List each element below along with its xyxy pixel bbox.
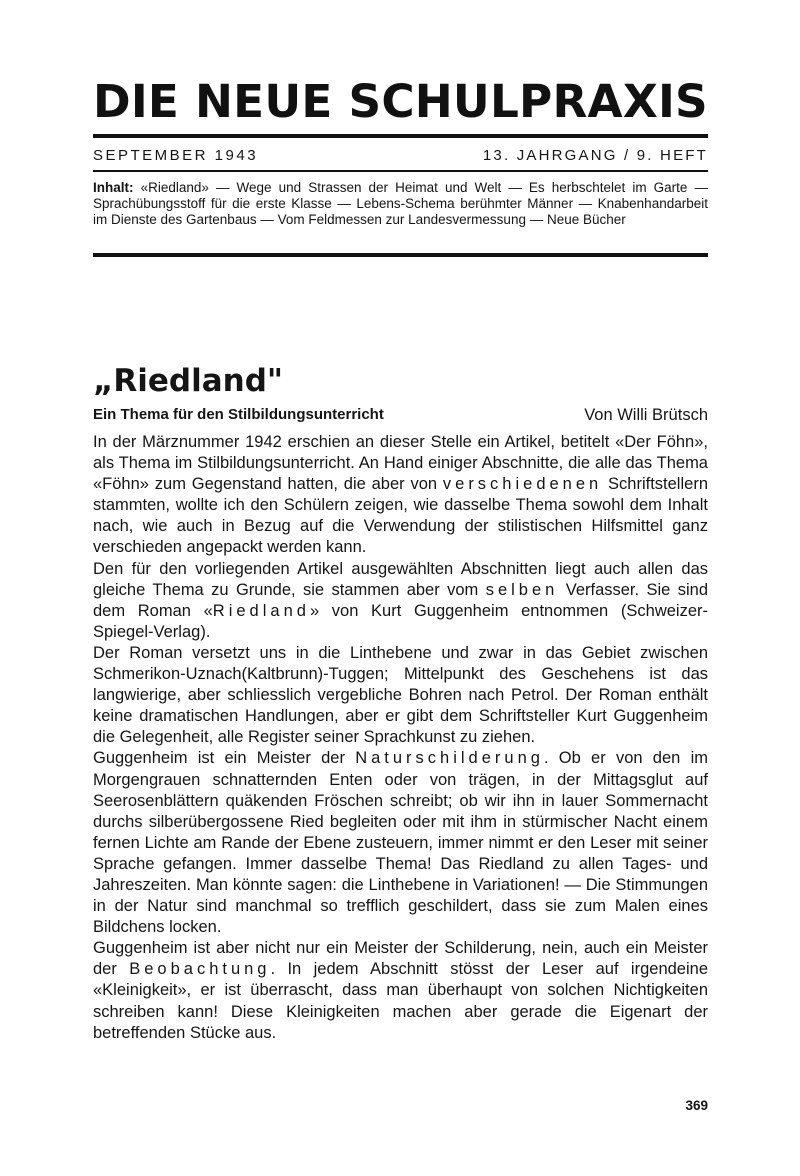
page-number: 369 [685,1098,708,1113]
article-subtitle: Ein Thema für den Stilbildungsunterricht [93,406,384,423]
paragraph-text: » von Kurt Guggenheim entnommen (Schweizer-Spiegel-Verlag). [93,601,708,641]
spaced-emphasis: Beobachtung [129,960,271,979]
paragraph-1 [93,432,708,559]
spaced-emphasis: Riedland [212,601,310,620]
spaced-emphasis: verschiedenen [442,475,603,494]
contents-label: Inhalt: [93,180,134,195]
contents-text: «Riedland» — Wege und Strassen der Heimat und Welt — Es herbschtelet im Garte — Sprachübungsstoff für die erste Klasse — Lebens-Schema berühmter Männer — Knabenhandarbeit im Dienste des Gartenbaus — Vom Feldmessen zur Landesvermessung — Neue Bücher [93,180,708,228]
issue-line [93,147,708,165]
journal-page [93,0,708,1176]
issue-number: 13. JAHRGANG / 9. HEFT [482,147,708,164]
paragraph-text: Guggenheim ist ein Meister der [93,749,356,768]
article-byline [93,404,708,426]
masthead-rule-top [93,134,708,138]
paragraph-4 [93,748,708,938]
article-title: „Riedland" [93,363,284,399]
paragraph-text: In der Märznummer 1942 erschien an dieser Stelle ein Artikel, betitelt «Der Föhn», als Thema im Stilbildungsunterricht. An Hand einiger Abschnitte, die alle das Thema «Föhn» zum Gegenstand hatten, die aber von [93,433,708,494]
issue-date: SEPTEMBER 1943 [93,147,259,164]
paragraph-text: Guggenheim ist aber nicht nur ein Meister der Schilderung, nein, auch ein Meister der [93,939,708,979]
contents-rule [93,253,708,257]
spaced-emphasis: selben [485,580,559,599]
paragraph-text: Verfasser. Sie sind dem Roman « [93,580,709,620]
issue-rule [93,170,708,172]
article-body [93,432,708,1044]
table-of-contents [93,180,708,229]
journal-title: DIE NEUE SCHULPRAXIS [93,75,708,128]
paragraph-text: Schriftstellern stammten, wollte ich den Schülern zeigen, wie dasselbe Thema sowohl dem Inhalt nach, wie auch in Bezug auf die Verwendung der stilistischen Hilfsmittel ganz verschieden angepackt werden kann. [93,475,708,557]
spaced-emphasis: Naturschilderung [355,749,544,768]
paragraph-text: Den für den vorliegenden Artikel ausgewählten Abschnitten liegt auch allen das gleiche Thema zu Grunde, sie stammen aber vom [93,559,708,599]
article-author: Von Willi Brütsch [584,406,708,424]
paragraph-text: . Ob er von den im Morgengrauen schnatternden Enten oder von trägen, in der Mittagsglut auf Seerosenblättern quäkenden Fröschen schreibt; ob wir ihn in lauer Sommernacht durchs silberübergossene Ried begleiten oder mit ihm in stürmischer Nacht einem fernen Lichte am Rande der Ebene zusteuern, immer nimmt er den Leser mit seiner Sprache gefangen. Immer dasselbe Thema! Das Riedland zu allen Tages- und Jahreszeiten. Man könnte sagen: die Linthebene in Variationen! — Die Stimmungen in der Natur sind manchmal so trefflich geschildert, dass sie zum Malen eines Bildchens locken. [93,749,708,937]
paragraph-text: . In jedem Abschnitt stösst der Leser auf irgendeine «Kleinigkeit», er ist überrascht, dass man überhaupt von solchen Nichtigkeiten schreiben kann! Diese Kleinigkeiten machen aber gerade die Eigenart der betreffenden Stücke aus. [93,960,708,1042]
paragraph-2 [93,559,708,643]
paragraph-5 [93,938,708,1043]
paragraph-3: Der Roman versetzt uns in die Linthebene und zwar in das Gebiet zwischen Schmerikon-Uznach(Kaltbrunn)-Tuggen; Mittelpunkt des Geschehens ist das langwierige, aber schliesslich vergebliche Bohren nach Petrol. Der Roman enthält keine dramatischen Handlungen, aber er gibt dem Schriftsteller Kurt Guggenheim die Gelegenheit, alle Register seiner Sprachkunst zu ziehen. [93,643,708,747]
